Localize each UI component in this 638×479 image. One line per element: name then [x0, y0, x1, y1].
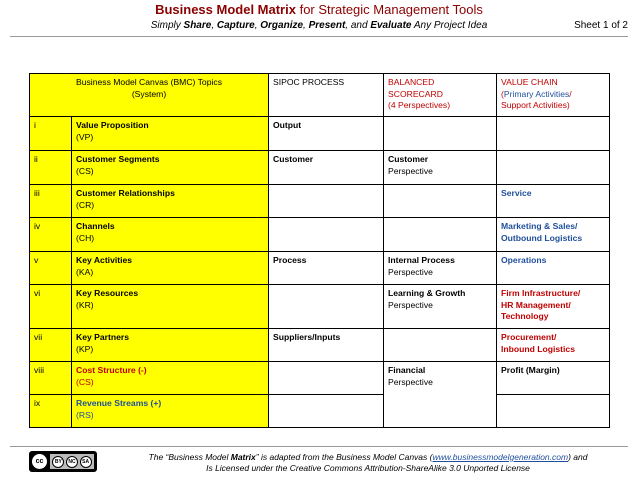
topic-abbr: (RS)	[76, 409, 94, 420]
header-bsc-label: SCORECARD	[388, 88, 443, 99]
vc-cell: Profit (Margin)	[497, 362, 610, 395]
cc-icon: cc	[32, 454, 47, 469]
table-row	[30, 285, 610, 329]
header-divider	[10, 36, 628, 37]
header-bmc	[30, 74, 269, 117]
subtitle-part: , and	[345, 20, 371, 31]
title-bold: Business Model Matrix	[155, 2, 296, 17]
bsc-sub: Perspective	[388, 165, 433, 176]
sipoc-cell	[269, 362, 384, 395]
header-vc-label: VALUE CHAIN	[501, 77, 558, 87]
subtitle-bold: Organize	[260, 20, 304, 31]
row-number: vi	[30, 285, 72, 329]
row-topic	[72, 285, 269, 329]
table-row	[30, 185, 610, 218]
row-topic	[72, 151, 269, 185]
row-topic	[72, 329, 269, 362]
topic-label: Customer Segments	[76, 154, 160, 164]
row-number: iii	[30, 185, 72, 218]
nc-icon: NC	[66, 456, 78, 468]
row-topic	[72, 252, 269, 285]
bsc-cell	[384, 329, 497, 362]
bsc-label: Financial	[388, 365, 426, 375]
header-value-chain	[497, 74, 610, 117]
matrix-table	[29, 73, 610, 428]
topic-label: Customer Relationships	[76, 188, 175, 198]
footer-license-line: Is Licensed under the Creative Commons Attribution-ShareAlike 3.0 Unported License	[206, 463, 530, 473]
row-topic	[72, 218, 269, 252]
footer-text-part: The “Business Model	[148, 452, 231, 462]
table-row	[30, 395, 610, 428]
bsc-cell	[384, 185, 497, 218]
vc-cell	[497, 285, 610, 329]
vc-cell	[497, 117, 610, 151]
row-number: i	[30, 117, 72, 151]
row-topic	[72, 185, 269, 218]
sipoc-cell	[269, 285, 384, 329]
topic-label: Key Partners	[76, 332, 130, 342]
sipoc-cell	[269, 395, 384, 428]
bsc-cell	[384, 362, 497, 428]
subtitle-part: Any Project Idea	[411, 20, 488, 31]
bsc-cell	[384, 117, 497, 151]
topic-abbr: (VP)	[76, 131, 94, 142]
header-sipoc-label: SIPOC PROCESS	[273, 77, 345, 87]
footer-bold: Matrix	[230, 452, 256, 462]
row-number: vii	[30, 329, 72, 362]
by-icon: BY	[52, 456, 64, 468]
bsc-cell	[384, 285, 497, 329]
footer-divider	[10, 446, 628, 447]
topic-abbr: (CS)	[76, 376, 94, 387]
topic-abbr: (KA)	[76, 266, 94, 277]
table-row	[30, 252, 610, 285]
topic-label: Revenue Streams (+)	[76, 398, 162, 408]
bsc-sub: Perspective	[388, 299, 433, 310]
subtitle-bold: Present	[308, 20, 346, 31]
sheet-number: Sheet 1 of 2	[574, 20, 628, 31]
vc-cell: Operations	[497, 252, 610, 285]
page-subtitle	[0, 19, 638, 32]
row-number: viii	[30, 362, 72, 395]
bsc-label: Customer	[388, 154, 429, 164]
vc-label: Firm Infrastructure/	[501, 288, 581, 298]
bsc-sub: Perspective	[388, 266, 433, 277]
bsc-cell	[384, 252, 497, 285]
row-topic	[72, 395, 269, 428]
vc-label: HR Management/	[501, 299, 571, 310]
sipoc-cell	[269, 185, 384, 218]
sipoc-cell: Suppliers/Inputs	[269, 329, 384, 362]
topic-label: Channels	[76, 221, 115, 231]
vc-cell	[497, 151, 610, 185]
subtitle-bold: Capture	[216, 20, 255, 31]
header-bsc-label: BALANCED	[388, 77, 435, 87]
header-row	[30, 74, 610, 117]
subtitle-bold: Share	[183, 20, 212, 31]
subtitle-part: ,	[211, 20, 217, 31]
topic-label: Key Resources	[76, 288, 139, 298]
row-number: ix	[30, 395, 72, 428]
sipoc-cell: Customer	[269, 151, 384, 185]
header-bmc-sub: (System)	[131, 88, 167, 99]
row-number: iv	[30, 218, 72, 252]
bsc-label: Learning & Growth	[388, 288, 466, 298]
license-icons	[50, 454, 94, 469]
title-rest: for Strategic Management Tools	[295, 2, 483, 17]
footer-link[interactable]: www.businessmodelgeneration.com	[432, 452, 569, 462]
vc-label: Technology	[501, 311, 549, 321]
topic-label: Cost Structure (-)	[76, 365, 147, 375]
bsc-label: Internal Process	[388, 255, 455, 265]
subtitle-part: ,	[303, 20, 309, 31]
vc-cell	[497, 329, 610, 362]
header-sipoc	[269, 74, 384, 117]
sipoc-cell	[269, 218, 384, 252]
row-number: ii	[30, 151, 72, 185]
table-row	[30, 218, 610, 252]
page-title	[0, 2, 638, 18]
vc-label: Inbound Logistics	[501, 343, 575, 354]
header-vc-paren: (	[501, 88, 504, 99]
bsc-sub: Perspective	[388, 376, 433, 387]
topic-abbr: (CS)	[76, 165, 94, 176]
header-vc-primary: Primary Activities	[503, 88, 570, 99]
topic-label: Value Proposition	[76, 120, 149, 130]
header-bsc	[384, 74, 497, 117]
footer-text-part: ” is adapted from the Business Model Canvas (	[255, 452, 433, 462]
sipoc-cell: Output	[269, 117, 384, 151]
sa-icon: SA	[80, 456, 92, 468]
header-vc-paren: )	[566, 100, 570, 110]
sipoc-cell: Process	[269, 252, 384, 285]
subtitle-bold: Evaluate	[370, 20, 412, 31]
topic-abbr: (CH)	[76, 232, 95, 243]
header-vc-slash: /	[569, 88, 572, 99]
creative-commons-badge	[29, 451, 97, 472]
vc-cell	[497, 218, 610, 252]
header-vc-support: Support Activities	[501, 100, 567, 110]
vc-label: Outbound Logistics	[501, 232, 583, 243]
bsc-cell	[384, 151, 497, 185]
vc-cell	[497, 395, 610, 428]
footer-text-part: ) and	[568, 452, 588, 462]
subtitle-part: ,	[254, 20, 261, 31]
row-topic	[72, 117, 269, 151]
topic-label: Key Activities	[76, 255, 133, 265]
row-topic	[72, 362, 269, 395]
bsc-cell	[384, 218, 497, 252]
table-row	[30, 362, 610, 395]
topic-abbr: (CR)	[76, 199, 95, 210]
table-row	[30, 329, 610, 362]
table-row	[30, 151, 610, 185]
row-number: v	[30, 252, 72, 285]
header-bmc-label: Business Model Canvas (BMC) Topics	[76, 77, 222, 87]
header-bsc-sub: (4 Perspectives)	[388, 100, 451, 110]
table-row	[30, 117, 610, 151]
subtitle-part: Simply	[150, 20, 184, 31]
topic-abbr: (KR)	[76, 299, 94, 310]
vc-cell: Service	[497, 185, 610, 218]
footer-text	[118, 452, 618, 474]
vc-label: Marketing & Sales/	[501, 221, 578, 231]
topic-abbr: (KP)	[76, 343, 94, 354]
vc-label: Procurement/	[501, 332, 557, 342]
